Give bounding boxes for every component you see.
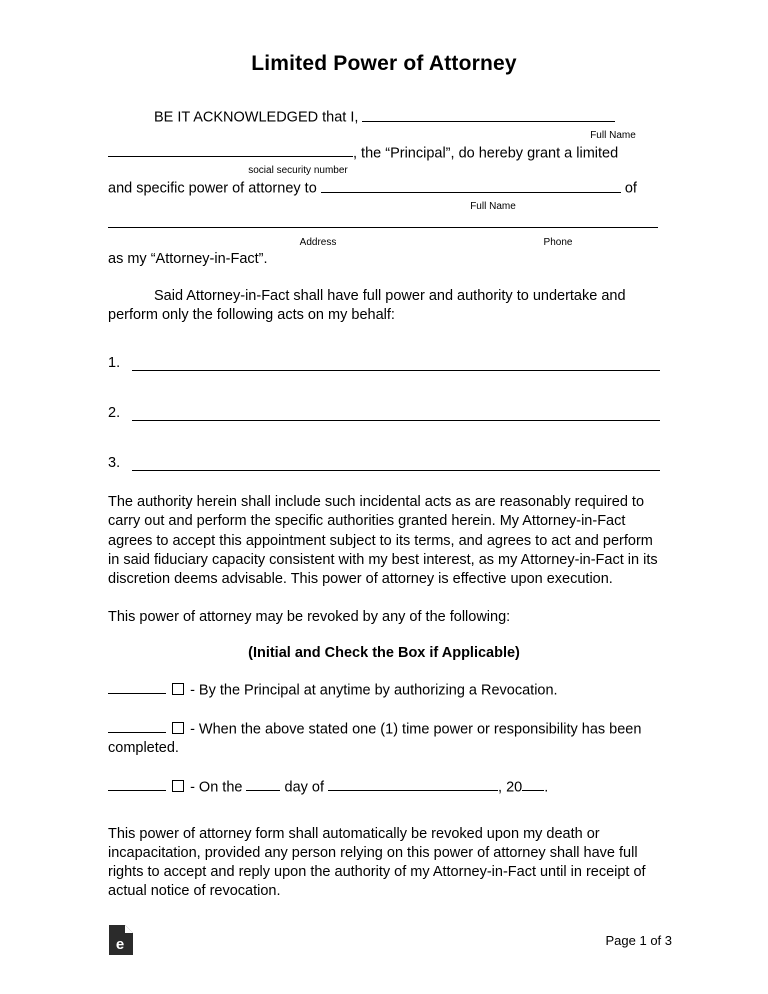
act-input-1[interactable] — [132, 357, 660, 371]
agent-full-name-field[interactable] — [321, 177, 621, 193]
initials-field-1[interactable] — [108, 679, 166, 695]
revocation-option-2-text: - When the above stated one (1) time power or responsibility has been completed. — [108, 721, 642, 757]
year-field[interactable] — [522, 776, 544, 792]
caption-address: Address — [299, 236, 337, 248]
principal-name-row — [108, 106, 660, 128]
social-security-number-field[interactable] — [108, 142, 353, 158]
act-number-2: 2. — [108, 405, 121, 422]
revocation-option-2 — [108, 718, 660, 759]
checkbox-2[interactable] — [172, 722, 184, 734]
initials-field-3[interactable] — [108, 776, 166, 792]
caption-phone: Phone — [543, 236, 573, 248]
closing-paragraph: This power of attorney form shall automatically be revoked upon my death or incapacitation, provided any person relying on this power of attorney shall have full rights to accept and reply upon the authority of my Attorney-in-Fact until in receipt of actual notice of revocation. — [108, 825, 646, 900]
page-title: Limited Power of Attorney — [251, 52, 517, 75]
acknowledgement-lead: BE IT ACKNOWLEDGED that I, — [154, 109, 359, 126]
act-item-2 — [108, 405, 660, 421]
principal-clause: , the “Principal”, do hereby grant a limited — [353, 145, 619, 162]
initials-field-2[interactable] — [108, 718, 166, 734]
initial-and-check-heading: (Initial and Check the Box if Applicable) — [248, 644, 520, 661]
grant-suffix: of — [624, 180, 637, 197]
caption-row-address-phone — [108, 237, 660, 250]
attorney-in-fact-line: as my “Attorney-in-Fact”. — [108, 250, 268, 267]
checkbox-1[interactable] — [172, 683, 184, 695]
caption-full-name-1: Full Name — [590, 129, 636, 141]
agent-address-phone-field[interactable] — [108, 213, 658, 229]
authority-paragraph — [108, 287, 660, 326]
authority-paragraph-text: Said Attorney-in-Fact shall have full power and authority to undertake and perform only the following acts on my behalf: — [108, 287, 626, 323]
revocation-option-date — [108, 776, 660, 798]
incidental-paragraph: The authority herein shall include such incidental acts as are reasonably required to carry out and perform the specific authorities granted herein. My Attorney-in-Fact agrees to accept this appointment subject to its terms, and agrees to act and perform in said fiduciary capacity consistent with my best interest, as my Attorney-in-Fact in its discretion deems advisable. This power of attorney is effective upon execution. — [108, 494, 658, 588]
revocation-intro: This power of attorney may be revoked by any of the following: — [108, 608, 511, 625]
act-number-3: 3. — [108, 455, 121, 472]
date-option-year-prefix: , 20 — [498, 779, 523, 796]
svg-text:e: e — [115, 936, 125, 953]
month-field[interactable] — [328, 776, 498, 792]
date-option-prefix: - On the — [190, 779, 243, 796]
act-input-3[interactable] — [132, 457, 660, 471]
address-phone-row — [108, 213, 660, 235]
ssn-row — [108, 142, 660, 164]
caption-social-security-number: social security number — [248, 165, 348, 177]
checkbox-3[interactable] — [172, 780, 184, 792]
date-option-middle: day of — [284, 779, 325, 796]
revocation-option-1 — [108, 679, 660, 701]
act-item-3 — [108, 455, 660, 471]
page-number: Page 1 of 3 — [605, 933, 672, 948]
agent-name-row — [108, 177, 660, 199]
caption-full-name-2: Full Name — [470, 200, 516, 212]
intro-block — [108, 106, 660, 269]
act-input-2[interactable] — [132, 407, 660, 421]
revocation-option-1-text: - By the Principal at anytime by authorizing a Revocation. — [190, 682, 558, 699]
act-item-1 — [108, 355, 660, 371]
caption-row-fullname-1 — [108, 130, 660, 142]
date-option-suffix: . — [544, 779, 549, 796]
grant-prefix: and specific power of attorney to — [108, 180, 317, 197]
day-field[interactable] — [246, 776, 280, 792]
act-number-1: 1. — [108, 355, 121, 372]
caption-row-ssn — [108, 165, 660, 177]
eforms-logo — [108, 924, 134, 956]
page-footer — [0, 916, 768, 956]
principal-full-name-field[interactable] — [362, 106, 615, 122]
caption-row-fullname-2 — [108, 201, 660, 213]
